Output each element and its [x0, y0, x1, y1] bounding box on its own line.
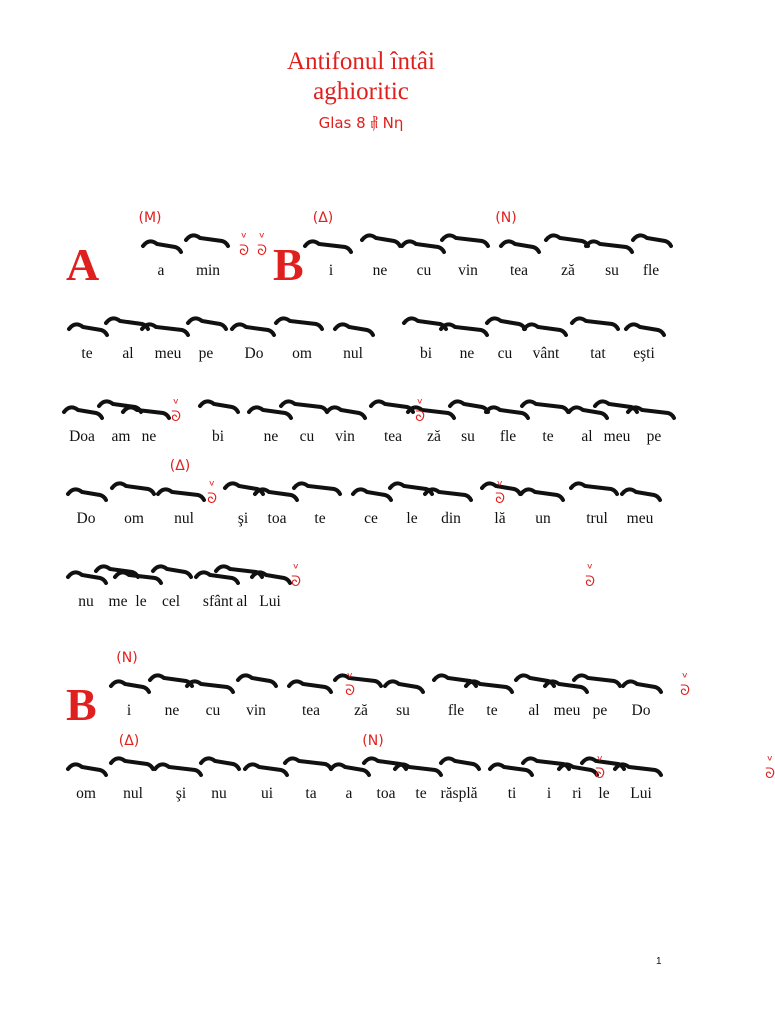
neume-glyph [441, 758, 479, 769]
neume-glyph [622, 489, 660, 500]
syllable: te [415, 785, 427, 802]
neume-glyph [441, 324, 487, 335]
neume-glyph [68, 572, 106, 583]
syllable: ză [561, 262, 575, 279]
syllable: ne [372, 262, 388, 279]
staff-line-1 [0, 202, 722, 290]
staff-line-4 [0, 450, 722, 530]
neume-glyph [188, 318, 226, 329]
syllable: le [598, 785, 610, 802]
syllable: su [396, 702, 410, 719]
neume-glyph [112, 483, 154, 494]
syllable: ză [427, 428, 441, 445]
syllable: cu [205, 702, 221, 719]
syllable: al [528, 702, 540, 719]
neume-glyph [524, 324, 566, 335]
martyria-sign-icon: ᵛ ᘐ [291, 561, 301, 590]
martyria-sign-icon: ᵛ ᘐ [585, 561, 595, 590]
syllable: ne [263, 428, 279, 445]
syllable: fle [642, 262, 660, 279]
martyria-sign-icon: ᵛ ᘐ [680, 670, 690, 699]
syllable: Doa [69, 428, 95, 445]
syllable: meu [154, 345, 182, 362]
neume-glyph [69, 324, 107, 335]
syllable: te [486, 702, 498, 719]
syllable: tea [509, 262, 529, 279]
syllable: cel [161, 593, 181, 610]
syllable: nu [78, 593, 94, 610]
neume-glyph [626, 324, 664, 335]
syllable: tea [383, 428, 403, 445]
syllable: al [122, 345, 134, 362]
neume-glyph [111, 681, 149, 692]
neume-glyph [486, 407, 528, 418]
syllable: vin [458, 262, 478, 279]
syllable: te [542, 428, 554, 445]
syllable: nul [343, 345, 363, 362]
martyria-mark: (Δ) [169, 458, 191, 474]
neume-glyph [546, 235, 588, 246]
neume-glyph [521, 489, 563, 500]
neume-glyph [68, 764, 106, 775]
neume-glyph [487, 318, 525, 329]
syllable: bi [211, 428, 225, 445]
neume-glyph [68, 489, 106, 500]
martyria-mark: (N) [362, 733, 384, 749]
martyria-mark: (Δ) [118, 733, 140, 749]
syllable: ce [364, 510, 378, 527]
syllable: nul [123, 785, 143, 802]
neume-glyph [335, 324, 373, 335]
syllable: le [135, 593, 147, 610]
syllable: ri [572, 785, 582, 802]
martyria-sign-icon: ᵛ ᘐ [415, 396, 425, 425]
syllable: su [605, 262, 619, 279]
neume-glyph [569, 407, 607, 418]
syllable: am [111, 428, 131, 445]
staff-line-2 [0, 285, 722, 365]
neume-glyph [285, 758, 331, 769]
syllable: Do [631, 702, 651, 719]
drop-capital: B [273, 239, 304, 290]
neume-glyph [289, 681, 331, 692]
neume-row [0, 725, 722, 805]
neume-glyph [385, 681, 423, 692]
neume-glyph [155, 764, 201, 775]
syllable: om [292, 345, 312, 362]
staff-line-7 [0, 725, 775, 805]
neume-glyph [362, 235, 400, 246]
syllable: meu [626, 510, 654, 527]
title-line-2: aghioritic [313, 78, 409, 105]
syllable: te [81, 345, 93, 362]
syllable: meu [603, 428, 631, 445]
neume-glyph [245, 764, 287, 775]
neume-glyph [571, 483, 617, 494]
neume-row [0, 450, 722, 530]
neume-glyph [501, 241, 539, 252]
syllable: tat [590, 345, 606, 362]
martyria-sign-icon: ᵛ ᘐ [257, 230, 267, 259]
syllable: a [157, 262, 165, 279]
syllable: te [314, 510, 326, 527]
syllable: fle [499, 428, 517, 445]
neume-glyph [545, 681, 587, 692]
martyria-mark: (M) [138, 210, 162, 226]
neume-glyph [294, 483, 340, 494]
staff-line-6 [0, 642, 722, 730]
syllable: a [345, 785, 353, 802]
syllable: sfânt [202, 593, 234, 610]
neume-glyph [331, 764, 369, 775]
page-number: 1 [656, 956, 662, 967]
neume-glyph [615, 764, 661, 775]
martyria-mark: (N) [116, 650, 138, 666]
syllable: al [581, 428, 593, 445]
syllable: pe [592, 702, 608, 719]
neume-glyph [200, 401, 238, 412]
neume-glyph [466, 681, 512, 692]
neume-glyph [450, 401, 488, 412]
neume-glyph [123, 407, 169, 418]
martyria-sign-icon: ᵛ ᘐ [765, 753, 775, 782]
martyria-sign-icon: ᵛ ᘐ [171, 396, 181, 425]
martyria-sign-icon: ᵛ ᘐ [207, 478, 217, 507]
syllable: ne [141, 428, 157, 445]
syllable: min [195, 262, 221, 279]
staff-line-5 [0, 533, 722, 613]
syllable: pe [198, 345, 214, 362]
syllable: i [546, 785, 552, 802]
syllable: om [76, 785, 96, 802]
syllable: Do [244, 345, 264, 362]
neume-glyph [249, 407, 291, 418]
syllable: meu [553, 702, 581, 719]
syllable: şi [237, 510, 249, 527]
martyria-sign-icon: ᵛ ᘐ [595, 753, 605, 782]
syllable: eşti [633, 345, 655, 362]
neume-glyph [153, 566, 191, 577]
syllable: pe [646, 428, 662, 445]
neume-glyph [64, 407, 102, 418]
martyria-sign-icon: ᵛ ᘐ [495, 478, 505, 507]
martyria-sign-icon: ᵛ ᘐ [345, 670, 355, 699]
syllable: fle [447, 702, 465, 719]
neume-glyph [586, 241, 632, 252]
syllable: om [124, 510, 144, 527]
neume-glyph [158, 489, 204, 500]
neume-glyph [232, 324, 274, 335]
neume-glyph [305, 241, 351, 252]
syllable: Lui [259, 593, 281, 610]
neume-glyph [628, 407, 674, 418]
neume-glyph [633, 235, 671, 246]
syllable: ză [354, 702, 368, 719]
syllable: tea [301, 702, 321, 719]
syllable: bi [419, 345, 433, 362]
syllable: şi [175, 785, 187, 802]
syllable: le [406, 510, 418, 527]
syllable: Lui [630, 785, 652, 802]
neume-glyph [522, 401, 568, 412]
neume-glyph [276, 318, 322, 329]
syllable: vânt [532, 345, 560, 362]
syllable: un [535, 510, 551, 527]
neume-glyph [335, 675, 381, 686]
martyria-mark: (N) [495, 210, 517, 226]
syllable: ne [164, 702, 180, 719]
syllable: vin [335, 428, 355, 445]
neume-glyph [402, 241, 444, 252]
subtitle: Glas 8 ⳦ Nη [318, 114, 404, 132]
syllable: i [328, 262, 334, 279]
syllable: cu [299, 428, 315, 445]
syllable: cu [416, 262, 432, 279]
syllable: ta [305, 785, 317, 802]
syllable: cu [497, 345, 513, 362]
syllable: su [461, 428, 475, 445]
neume-glyph [252, 572, 290, 583]
neume-glyph [572, 318, 618, 329]
syllable: răsplă [440, 785, 478, 802]
neume-glyph [490, 764, 532, 775]
neume-glyph [574, 675, 620, 686]
syllable: toa [267, 510, 287, 527]
neume-glyph [143, 241, 181, 252]
neume-glyph [281, 401, 327, 412]
syllable: toa [376, 785, 396, 802]
neume-glyph [186, 235, 228, 246]
neume-glyph [187, 681, 233, 692]
staff-line-3 [0, 368, 722, 448]
neume-glyph [111, 758, 153, 769]
syllable: din [441, 510, 461, 527]
neume-glyph [196, 572, 238, 583]
martyria-mark: (Δ) [312, 210, 334, 226]
syllable: Do [76, 510, 96, 527]
syllable: ti [507, 785, 517, 802]
neume-glyph [201, 758, 239, 769]
neume-glyph [442, 235, 488, 246]
drop-capital: A [66, 239, 100, 290]
drop-capital: B [66, 679, 97, 730]
neume-glyph [327, 407, 365, 418]
syllable: i [126, 702, 132, 719]
title-line-1: Antifonul întâi [287, 48, 435, 75]
syllable: ui [260, 785, 274, 802]
syllable: nul [174, 510, 194, 527]
neume-glyph [353, 489, 391, 500]
martyria-sign-icon: ᵛ ᘐ [239, 230, 249, 259]
syllable: nu [211, 785, 227, 802]
neume-glyph [559, 764, 597, 775]
syllable: trul [586, 510, 608, 527]
syllable: lă [494, 510, 506, 527]
syllable: ne [459, 345, 475, 362]
neume-glyph [238, 675, 276, 686]
syllable: al [236, 593, 248, 610]
neume-glyph [395, 764, 441, 775]
syllable: me [108, 593, 128, 610]
syllable: vin [246, 702, 266, 719]
neume-glyph [623, 681, 661, 692]
